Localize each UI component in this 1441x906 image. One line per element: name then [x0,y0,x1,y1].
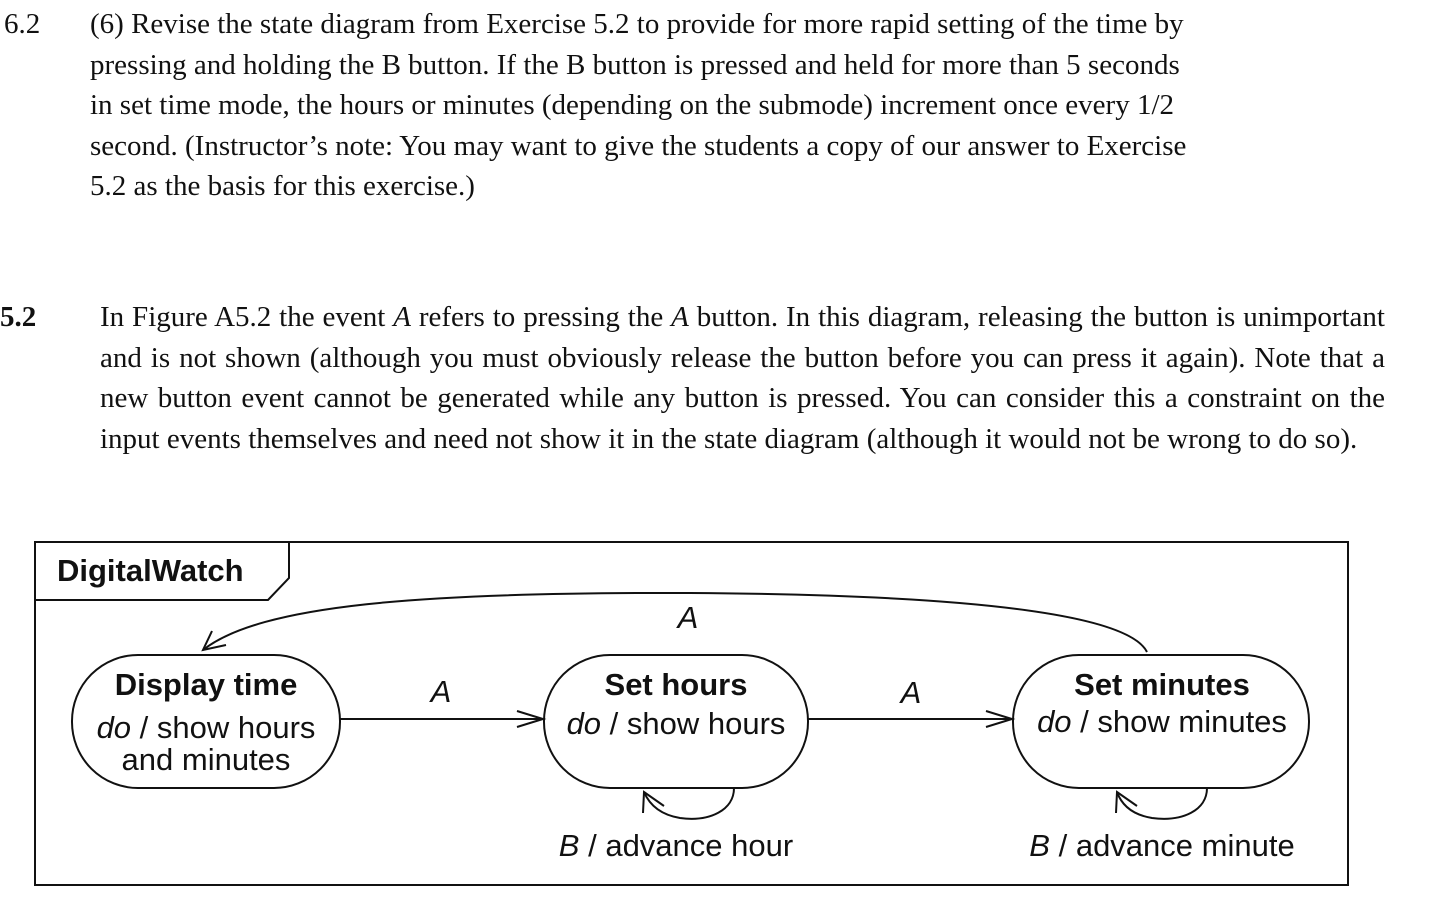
action-label: advance minute [1075,828,1295,863]
exercise-5-2-text-part: refers to pressing the [410,301,672,333]
do-keyword: do [566,706,602,741]
state-set-minutes-name: Set minutes [1074,667,1250,702]
self-loop-set-minutes [1117,788,1207,819]
event-label: B [558,828,580,863]
self-loop-set-minutes-label: B / advance minute [1029,828,1295,863]
state-display-time-do-cont: and minutes [121,742,291,777]
exercise-6-2-line: pressing and holding the B button. If the B button is pressed and held for more than 5 seconds [90,48,1180,81]
self-loop-set-hours-label: B / advance hour [558,828,794,863]
action-label: advance hour [605,828,794,863]
state-display-time-name: Display time [114,667,298,702]
exercise-6-2-line: (6) Revise the state diagram from Exercise 5.2 to provide for more rapid setting of the time by [90,8,1184,40]
transition-event-label: A [430,674,452,709]
exercise-6-2-line: in set time mode, the hours or minutes (depending on the submode) increment once every 1/2 [90,89,1175,121]
exercise-6-2-number: 6.2 [4,8,41,40]
state-set-hours-name: Set hours [604,667,748,702]
exercise-5-2-number: 5.2 [0,301,37,333]
do-keyword: do [96,710,132,745]
state-set-hours-do: do / show hours [566,706,786,741]
exercise-5-2-text-part: In Figure A5.2 the event [100,301,394,333]
exercise-5-2-text-part: button. In this diagram, releasing the button is unimportant and is not shown (although you must obviously release the button before you can press it again). Note that a new button event cannot be generated while any button is pressed. You can consider this a constraint on the input events themselves and need not show it in the state diagram (although it would not be wrong to do so). [100,301,1385,455]
do-action: show hours [156,710,316,745]
do-keyword: do [1037,704,1072,739]
frame-title: DigitalWatch [57,553,244,588]
self-loop-set-hours [644,788,734,819]
do-action: show minutes [1097,704,1287,739]
button-a-name: A [671,301,689,333]
transition-event-label: A [677,600,699,635]
state-display-time-do: do / show hours [96,710,316,745]
event-a-name: A [393,301,411,333]
exercise-6-2-line: second. (Instructor’s note: You may want to give the students a copy of our answer to Exercise [90,129,1187,162]
exercise-6-2-line: 5.2 as the basis for this exercise.) [90,170,475,202]
event-label: B [1029,828,1050,863]
state-set-minutes-do: do / show minutes [1037,704,1287,739]
transition-minutes-to-display [203,593,1147,652]
transition-event-label: A [900,675,922,710]
do-action: show hours [626,706,786,741]
